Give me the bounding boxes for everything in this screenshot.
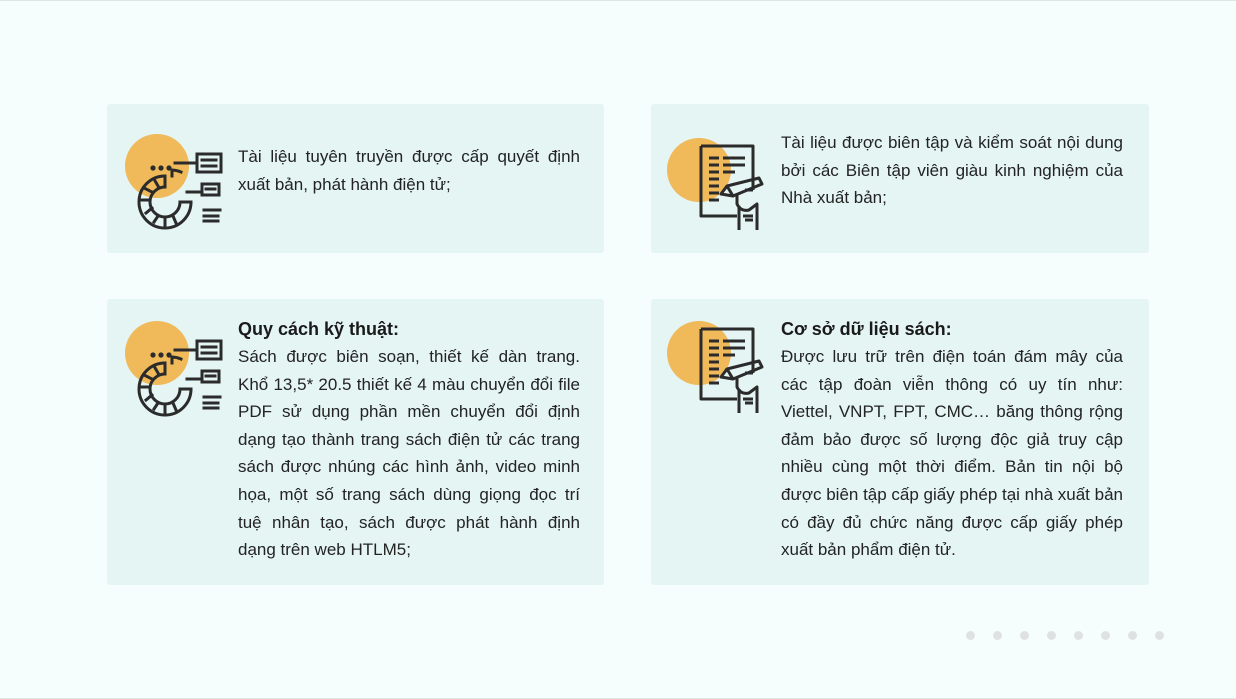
card-title: Quy cách kỹ thuật: <box>238 319 400 339</box>
card-text <box>238 143 580 198</box>
card-body: Được lưu trữ trên điện toán đám mây của các tập đoàn viễn thông có uy tín như: Viettel, VNPT, FPT, CMC… băng thông rộng đảm bảo được số lượng độc giả truy cập nhiều cùng một thời điểm. Bản tin nội bộ được biên tập cấp giấy phép tại nhà xuất bản có đầy đủ chức năng được cấp giấy phép xuất bản phẩm điện tử. <box>781 347 1123 560</box>
pagination-dot[interactable] <box>993 631 1002 640</box>
pagination-dot[interactable] <box>1020 631 1029 640</box>
card-title: Cơ sở dữ liệu sách: <box>781 319 952 339</box>
card-body: Tài liệu được biên tập và kiểm soát nội dung bởi các Biên tập viên giàu kinh nghiệm của Nhà xuất bản; <box>781 133 1123 208</box>
card-body: Sách được biên soạn, thiết kế dàn trang. Khổ 13,5* 20.5 thiết kế 4 màu chuyển đổi file PDF sử dụng phần mền chuyển đổi định dạng tạo thành trang sách điện tử các trang sách được nhúng các hình ảnh, video minh họa, một số trang sách dùng giọng đọc trí tuệ nhân tạo, sách được phát hành định dạng trên web HTLM5; <box>238 347 580 560</box>
card-body: Tài liệu tuyên truyền được cấp quyết định xuất bản, phát hành điện tử; <box>238 147 580 194</box>
chart-report-icon <box>125 130 225 230</box>
info-card-publishing <box>107 104 604 253</box>
card-text <box>781 129 1123 212</box>
pagination-dot[interactable] <box>1128 631 1137 640</box>
pagination-dot[interactable] <box>1155 631 1164 640</box>
pagination-dot[interactable] <box>1047 631 1056 640</box>
pagination-dots <box>966 631 1164 641</box>
info-card-book-database <box>651 299 1149 585</box>
document-editing-icon <box>667 134 767 234</box>
info-card-technical-specs <box>107 299 604 585</box>
pagination-dot[interactable] <box>1074 631 1083 640</box>
pagination-dot[interactable] <box>1101 631 1110 640</box>
card-text <box>781 315 1123 564</box>
document-editing-icon <box>667 317 767 417</box>
chart-report-icon <box>125 317 225 417</box>
pagination-dot[interactable] <box>966 631 975 640</box>
info-card-editing <box>651 104 1149 253</box>
card-text <box>238 315 580 564</box>
